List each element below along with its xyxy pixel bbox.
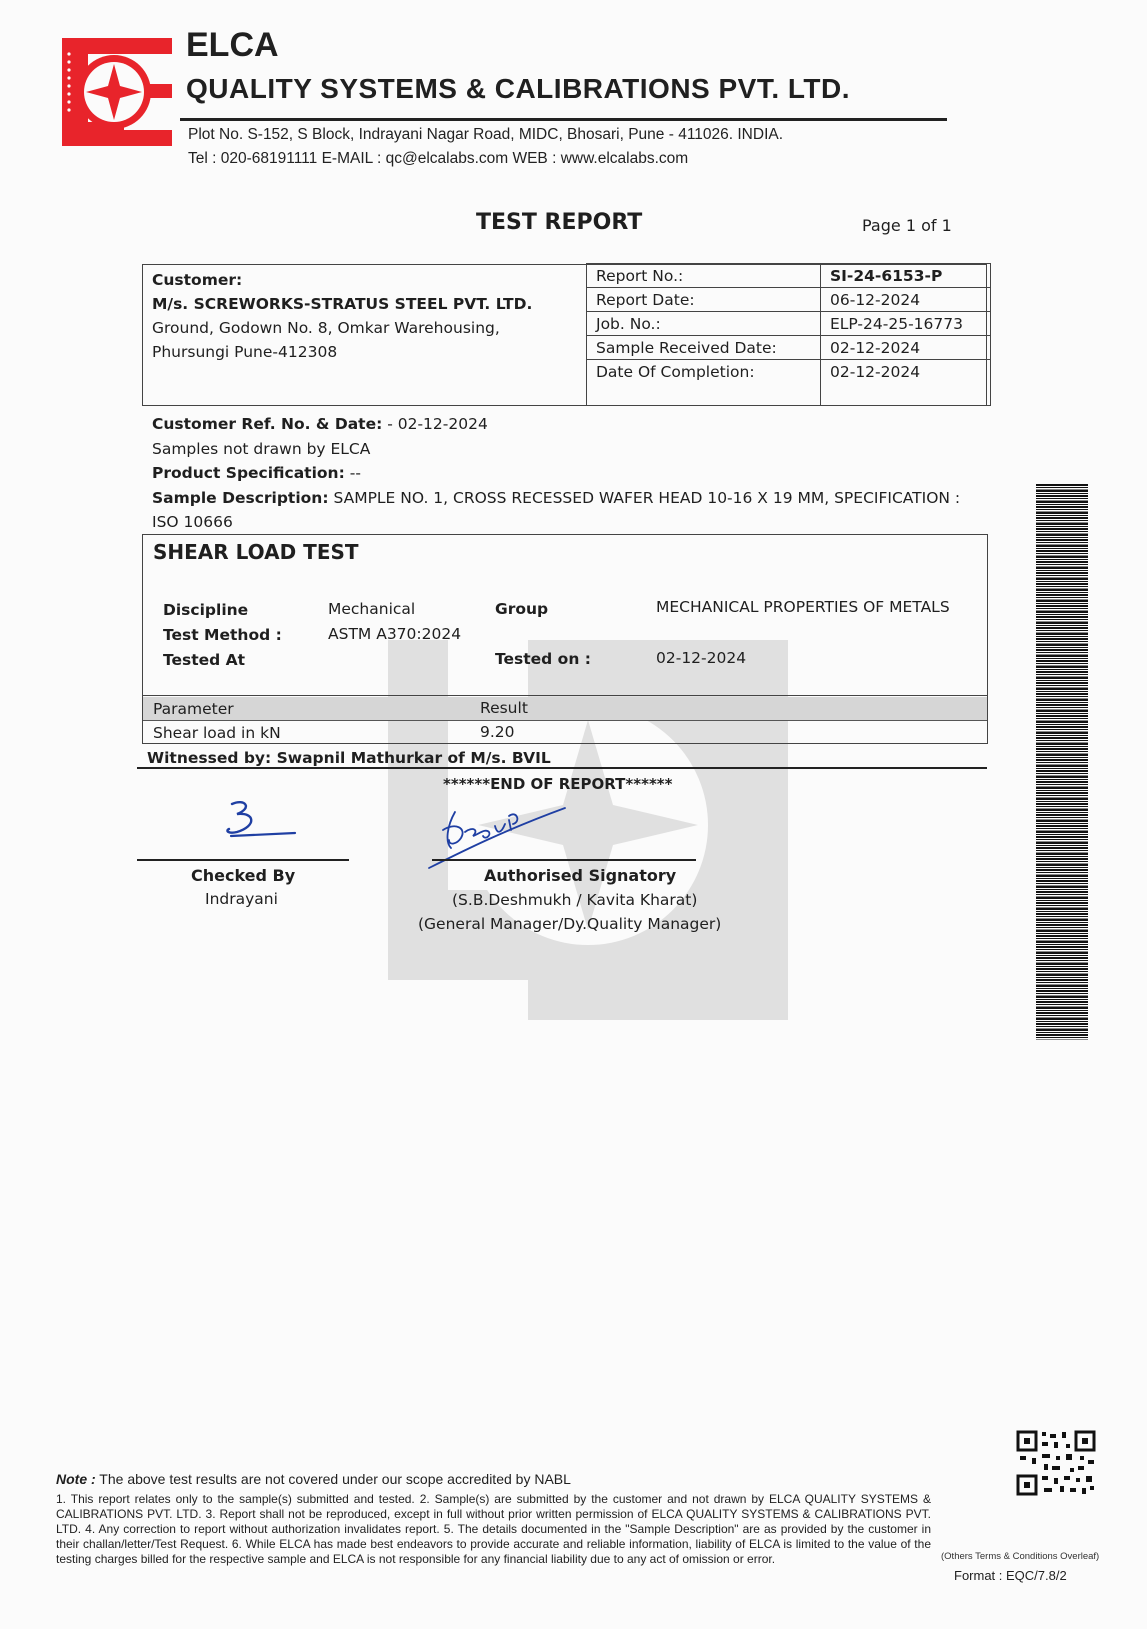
meta-value: 02-12-2024 xyxy=(821,360,991,406)
tested-on-label: Tested on : xyxy=(495,650,591,668)
company-contact: Tel : 020-68191111 E-MAIL : qc@elcalabs.com WEB : www.elcalabs.com xyxy=(188,150,689,167)
authorised-signatory-label: Authorised Signatory xyxy=(484,866,677,885)
product-spec-value: -- xyxy=(344,464,361,482)
company-address: Plot No. S-152, S Block, Indrayani Nagar Road, MIDC, Bhosari, Pune - 411026. INDIA. xyxy=(188,126,784,143)
results-header-result: Result xyxy=(480,699,528,717)
qr-code xyxy=(1016,1430,1096,1496)
terms-text: 1. This report relates only to the sample(s) submitted and tested. 2. Sample(s) are submitted by the customer and not drawn by ELCA QUALITY SYSTEMS & CALIBRATIONS PVT. LTD. 3. Report shall not be reproduced, except in full without prior written permission of ELCA QUALITY SYSTEMS & CALIBRATIONS PVT. LTD. 4. Any correction to report without authorization invalidates report. 5. The details documented in the "Sample Description" are as provided by the customer in their challan/letter/Test Request. 6. While ELCA has made best endeavors to provide accurate and reliable information, liability of ELCA is limited to the value of the testing charges billed for the respective sample and ELCA is not responsible for any financial liability due to any act of omission or error. xyxy=(56,1492,931,1566)
customer-ref-label: Customer Ref. No. & Date: xyxy=(152,415,383,433)
result-value: 9.20 xyxy=(480,723,515,741)
company-full-name: QUALITY SYSTEMS & CALIBRATIONS PVT. LTD. xyxy=(186,73,851,104)
group-label: Group xyxy=(495,600,549,618)
meta-value: SI-24-6153-P xyxy=(821,264,991,288)
test-method-value: ASTM A370:2024 xyxy=(328,625,462,643)
meta-key: Job. No.: xyxy=(587,312,821,336)
note-label: Note : xyxy=(56,1471,96,1487)
format-code: Format : EQC/7.8/2 xyxy=(954,1568,1067,1583)
tested-at-label: Tested At xyxy=(163,651,246,669)
meta-key: Date Of Completion: xyxy=(587,360,821,406)
note-text: The above test results are not covered under our scope accredited by NABL xyxy=(95,1471,571,1487)
customer-address-line2: Phursungi Pune-412308 xyxy=(152,343,338,361)
meta-key: Report Date: xyxy=(587,288,821,312)
report-title: TEST REPORT xyxy=(476,210,643,235)
discipline-label: Discipline xyxy=(163,601,249,619)
elca-logo xyxy=(62,38,172,146)
samples-note: Samples not drawn by ELCA xyxy=(152,439,371,458)
result-parameter: Shear load in kN xyxy=(153,724,281,742)
tested-on-value: 02-12-2024 xyxy=(656,649,747,667)
table-row xyxy=(587,288,991,312)
checked-by-name: Indrayani xyxy=(205,890,278,908)
authorised-rule xyxy=(432,859,696,861)
test-title: SHEAR LOAD TEST xyxy=(153,540,359,564)
customer-address-line1: Ground, Godown No. 8, Omkar Warehousing, xyxy=(152,319,500,337)
nabl-note xyxy=(56,1471,571,1487)
report-meta-table xyxy=(586,263,991,406)
product-spec-line xyxy=(152,461,972,486)
discipline-value: Mechanical xyxy=(328,600,416,618)
barcode-image xyxy=(1036,484,1088,1040)
group-value: MECHANICAL PROPERTIES OF METALS xyxy=(656,598,950,616)
meta-value: 02-12-2024 xyxy=(821,336,991,360)
meta-key: Sample Received Date: xyxy=(587,336,821,360)
sample-description-value: SAMPLE NO. 1, CROSS RECESSED WAFER HEAD 10-16 X 19 MM, SPECIFICATION : ISO 10666 xyxy=(152,488,961,531)
authorised-signature xyxy=(425,800,575,872)
product-spec-label: Product Specification: xyxy=(152,464,345,482)
table-row xyxy=(587,360,991,406)
witnessed-by: Witnessed by: Swapnil Mathurkar of M/s. BVIL xyxy=(147,749,551,767)
authorised-names: (S.B.Deshmukh / Kavita Kharat) xyxy=(452,891,698,909)
customer-ref-value: - 02-12-2024 xyxy=(382,415,488,433)
end-of-report: ******END OF REPORT****** xyxy=(443,775,673,793)
witness-rule xyxy=(137,767,987,769)
meta-value: ELP-24-25-16773 xyxy=(821,312,991,336)
checked-by-rule xyxy=(137,859,349,861)
customer-label: Customer: xyxy=(152,271,243,289)
sample-info xyxy=(152,412,972,535)
authorised-titles: (General Manager/Dy.Quality Manager) xyxy=(418,915,722,933)
results-header-row xyxy=(143,697,987,721)
customer-ref-line xyxy=(152,412,972,437)
checked-by-signature xyxy=(215,798,300,844)
table-row xyxy=(587,312,991,336)
header-rule xyxy=(180,118,947,121)
customer-name: M/s. SCREWORKS-STRATUS STEEL PVT. LTD. xyxy=(152,295,533,313)
test-method-label: Test Method : xyxy=(163,626,282,644)
results-header-parameter: Parameter xyxy=(153,700,234,718)
other-terms-note: (Others Terms & Conditions Overleaf) xyxy=(941,1551,1100,1562)
table-row xyxy=(587,264,991,288)
company-short-name: ELCA xyxy=(186,26,279,64)
meta-value: 06-12-2024 xyxy=(821,288,991,312)
page-indicator: Page 1 of 1 xyxy=(862,216,952,235)
customer-block xyxy=(152,268,532,364)
meta-key: Report No.: xyxy=(587,264,821,288)
sample-description-label: Sample Description: xyxy=(152,488,329,507)
checked-by-label: Checked By xyxy=(191,866,296,885)
table-row xyxy=(587,336,991,360)
sample-description-line xyxy=(152,486,972,535)
